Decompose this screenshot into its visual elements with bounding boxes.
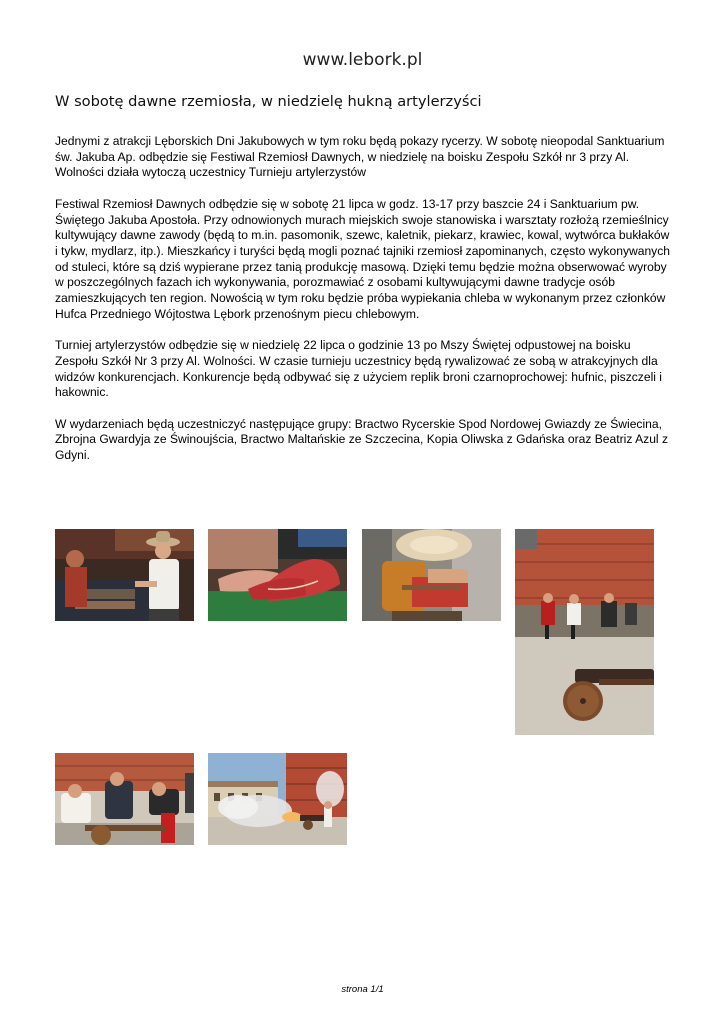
photo-leather-shoes[interactable]	[208, 529, 347, 621]
photo-craft-stall[interactable]	[55, 529, 194, 621]
paragraph: Jednymi z atrakcji Lęborskich Dni Jakubowych w tym roku będą pokazy rycerzy. W sobotę nieopodal Sanktuarium św. Jakuba Ap. odbędzie się Festiwal Rzemiosł Dawnych, w niedzielę na boisku Zespołu Szkół nr 3 przy Al. Wolności działa wytoczą uczestnicy Turnieju artylerzystów	[55, 134, 665, 180]
paragraph: W wydarzeniach będą uczestniczyć następujące grupy: Bractwo Rycerskie Spod Nordowej Gwiazdy ze Świecina, Zbrojna Gwardyja ze Świnoujścia, Bractwo Maltańskie ze Szczecina, Kopia Oliwska z Gdańska oraz Beatriz Azul z Gdyni.	[55, 416, 669, 463]
article-body	[55, 134, 675, 479]
page-number: strona 1/1	[341, 984, 384, 995]
paragraph: Turniej artylerzystów odbędzie się w niedzielę 22 lipca o godzinie 13 po Mszy Świętej odpustowej na boisku Zespołu Szkół Nr 3 przy Al. Wolności. W czasie turnieju uczestnicy będą rywalizować ze sobą w atrakcyjnych dla widzów konkurencjach. Konkurencje będą odbywać się z użyciem replik broni czarnoprochowej: hufnic, piszczeli i hakownic.	[55, 338, 662, 400]
site-title[interactable]: www.lebork.pl	[302, 50, 423, 70]
paragraph: Festiwal Rzemiosł Dawnych odbędzie się w sobotę 21 lipca w godz. 13-17 przy baszcie 24 i Sanktuarium pw. Świętego Jakuba Apostoła. Przy odnowionych murach miejskich swoje stanowiska i warsztaty rozłożą rzemieślnicy kultywujący dawne zawody (będą to m.in. pasomonik, szewc, kaletnik, piekarz, krawiec, kowal, wytwórca bukłaków i tykw, mydlarz, itp.). Mieszkańcy i turyści będą mogli poznać tajniki rzemiosł zapominanych, często wykonywanych od stuleci, które są dziś wypierane przez tanią produkcję masową. Dzięki temu będzie można obserwować wyroby w poszczególnych fazach ich wykonywania, porozmawiać z osobami kultywującymi dawne tradycje osób zamieszkujących ten region. Nowością w tym roku będzie próba wypiekania chleba w wykonanym przez członków Hufca Przedniego Wójtostwa Lębork przenośnym piecu chlebowym.	[55, 196, 670, 321]
article-title: W sobotę dawne rzemiosła, w niedzielę hukną artylerzyści	[55, 93, 482, 110]
photo-artillery-crew[interactable]	[55, 753, 194, 845]
photo-cannon-wall[interactable]	[515, 529, 654, 735]
photo-straw-hat-craft[interactable]	[362, 529, 501, 621]
photo-cannon-smoke[interactable]	[208, 753, 347, 845]
